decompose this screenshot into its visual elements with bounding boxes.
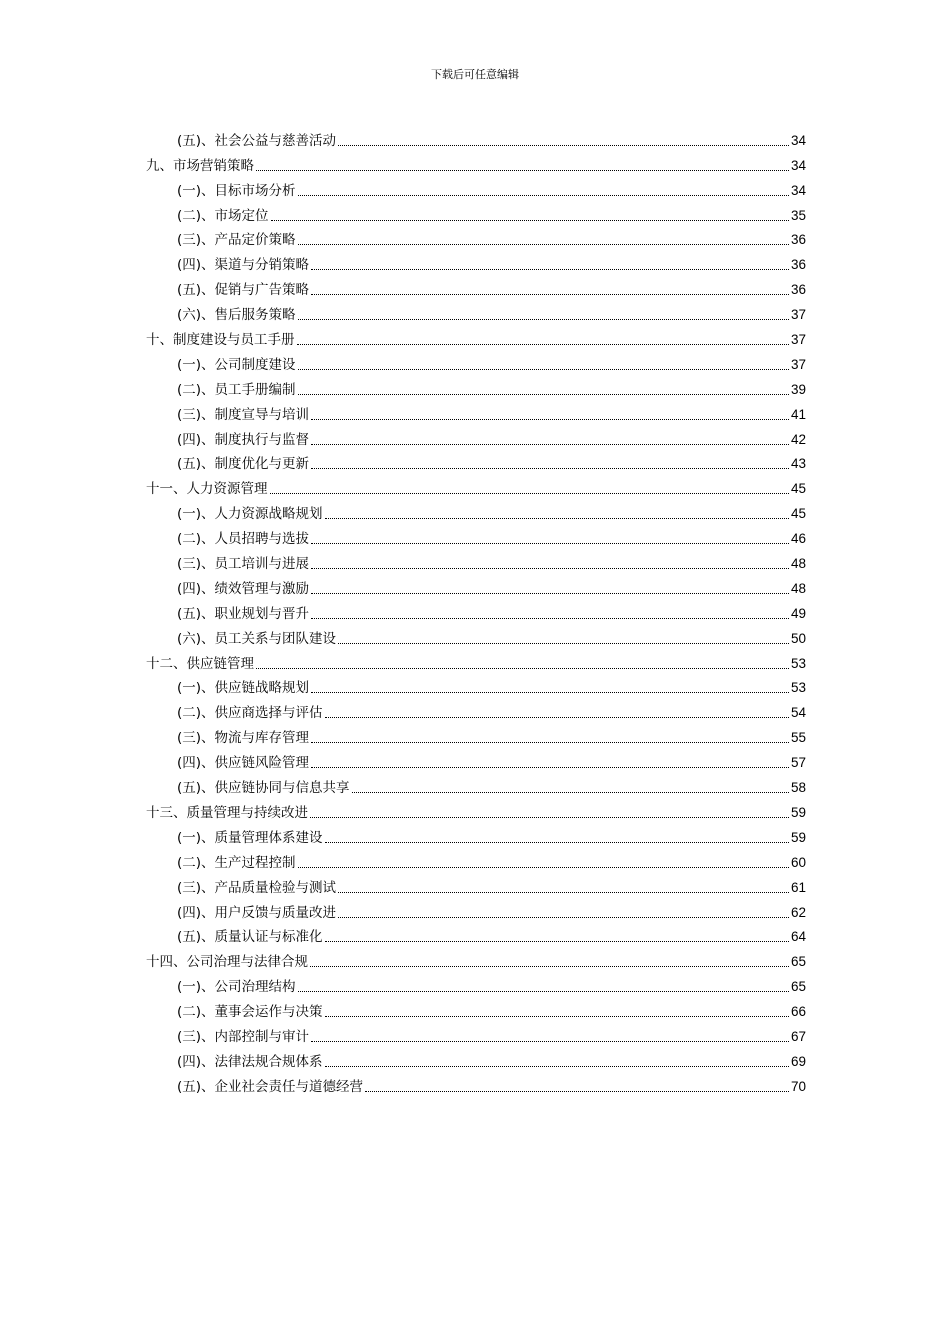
toc-entry-title: (五)、质量认证与标准化 xyxy=(177,929,323,946)
toc-entry-title: (五)、制度优化与更新 xyxy=(177,456,310,473)
toc-section-entry[interactable] xyxy=(146,723,806,748)
toc-section-entry[interactable] xyxy=(146,300,806,325)
toc-entry-title: (二)、市场定位 xyxy=(177,207,269,224)
toc-dot-leader xyxy=(325,842,789,843)
table-of-contents xyxy=(146,126,806,1097)
toc-entry-title: (四)、绩效管理与激励 xyxy=(177,580,310,597)
toc-chapter-entry[interactable] xyxy=(146,649,806,674)
toc-page-number: 59 xyxy=(790,804,806,820)
toc-entry-title: (二)、人员招聘与选拔 xyxy=(177,531,310,548)
toc-section-entry[interactable] xyxy=(146,997,806,1022)
toc-dot-leader xyxy=(311,618,789,619)
toc-section-entry[interactable] xyxy=(146,250,806,275)
toc-chapter-entry[interactable] xyxy=(146,798,806,823)
toc-chapter-entry[interactable] xyxy=(146,151,806,176)
toc-section-entry[interactable] xyxy=(146,226,806,251)
toc-section-entry[interactable] xyxy=(146,823,806,848)
toc-page-number: 59 xyxy=(790,829,806,845)
toc-page-number: 60 xyxy=(790,854,806,870)
toc-dot-leader xyxy=(338,917,789,918)
toc-dot-leader xyxy=(298,991,789,992)
toc-section-entry[interactable] xyxy=(146,923,806,948)
toc-dot-leader xyxy=(338,643,789,644)
toc-entry-title: (一)、人力资源战略规划 xyxy=(177,506,323,523)
page-header: 下载后可任意编辑 xyxy=(431,68,519,81)
toc-entry-title: (一)、供应链战略规划 xyxy=(177,680,310,697)
toc-page-number: 53 xyxy=(790,655,806,671)
toc-entry-title: (三)、产品定价策略 xyxy=(177,232,296,249)
toc-section-entry[interactable] xyxy=(146,499,806,524)
toc-entry-title: 九、市场营销策略 xyxy=(146,157,254,174)
toc-entry-title: (一)、质量管理体系建设 xyxy=(177,829,323,846)
toc-entry-title: 十、制度建设与员工手册 xyxy=(146,332,295,349)
toc-section-entry[interactable] xyxy=(146,450,806,475)
toc-dot-leader xyxy=(311,468,789,469)
toc-chapter-entry[interactable] xyxy=(146,947,806,972)
toc-dot-leader xyxy=(325,1016,789,1017)
toc-entry-title: (四)、供应链风险管理 xyxy=(177,755,310,772)
toc-page-number: 37 xyxy=(790,307,806,323)
toc-page-number: 41 xyxy=(790,406,806,422)
toc-section-entry[interactable] xyxy=(146,848,806,873)
toc-page-number: 42 xyxy=(790,431,806,447)
toc-section-entry[interactable] xyxy=(146,275,806,300)
toc-entry-title: (五)、供应链协同与信息共享 xyxy=(177,780,350,797)
toc-dot-leader xyxy=(298,369,789,370)
toc-dot-leader xyxy=(271,220,789,221)
toc-entry-title: (五)、社会公益与慈善活动 xyxy=(177,132,337,149)
toc-page-number: 45 xyxy=(790,481,806,497)
toc-section-entry[interactable] xyxy=(146,1022,806,1047)
toc-entry-title: 十三、质量管理与持续改进 xyxy=(146,804,308,821)
toc-entry-title: 十一、人力资源管理 xyxy=(146,481,268,498)
toc-page-number: 36 xyxy=(790,232,806,248)
toc-section-entry[interactable] xyxy=(146,1047,806,1072)
toc-section-entry[interactable] xyxy=(146,549,806,574)
toc-page-number: 34 xyxy=(790,132,806,148)
toc-page-number: 54 xyxy=(790,705,806,721)
toc-chapter-entry[interactable] xyxy=(146,474,806,499)
toc-section-entry[interactable] xyxy=(146,201,806,226)
toc-page-number: 55 xyxy=(790,730,806,746)
toc-section-entry[interactable] xyxy=(146,873,806,898)
toc-entry-title: (三)、产品质量检验与测试 xyxy=(177,879,337,896)
toc-section-entry[interactable] xyxy=(146,126,806,151)
toc-entry-title: (一)、公司制度建设 xyxy=(177,356,296,373)
toc-entry-title: (四)、渠道与分销策略 xyxy=(177,257,310,274)
toc-page-number: 48 xyxy=(790,580,806,596)
toc-entry-title: (三)、制度宣导与培训 xyxy=(177,406,310,423)
toc-page-number: 67 xyxy=(790,1028,806,1044)
toc-page-number: 34 xyxy=(790,157,806,173)
toc-entry-title: (二)、供应商选择与评估 xyxy=(177,705,323,722)
toc-page-number: 45 xyxy=(790,506,806,522)
toc-page-number: 49 xyxy=(790,605,806,621)
toc-entry-title: (四)、用户反馈与质量改进 xyxy=(177,904,337,921)
toc-section-entry[interactable] xyxy=(146,524,806,549)
toc-entry-title: (四)、法律法规合规体系 xyxy=(177,1053,323,1070)
toc-page-number: 53 xyxy=(790,680,806,696)
toc-section-entry[interactable] xyxy=(146,375,806,400)
toc-entry-title: 十四、公司治理与法律合规 xyxy=(146,954,308,971)
toc-page-number: 39 xyxy=(790,381,806,397)
toc-dot-leader xyxy=(311,692,789,693)
toc-section-entry[interactable] xyxy=(146,624,806,649)
toc-dot-leader xyxy=(325,518,789,519)
toc-dot-leader xyxy=(311,269,789,270)
toc-dot-leader xyxy=(311,294,789,295)
toc-section-entry[interactable] xyxy=(146,898,806,923)
toc-dot-leader xyxy=(256,668,789,669)
toc-page-number: 62 xyxy=(790,904,806,920)
toc-dot-leader xyxy=(338,892,789,893)
toc-section-entry[interactable] xyxy=(146,350,806,375)
toc-page-number: 65 xyxy=(790,979,806,995)
toc-dot-leader xyxy=(310,966,789,967)
toc-dot-leader xyxy=(311,742,789,743)
toc-page-number: 37 xyxy=(790,356,806,372)
toc-dot-leader xyxy=(311,419,789,420)
toc-entry-title: (二)、生产过程控制 xyxy=(177,854,296,871)
toc-dot-leader xyxy=(311,568,789,569)
toc-section-entry[interactable] xyxy=(146,599,806,624)
toc-section-entry[interactable] xyxy=(146,425,806,450)
toc-page-number: 66 xyxy=(790,1004,806,1020)
toc-section-entry[interactable] xyxy=(146,748,806,773)
toc-page-number: 36 xyxy=(790,257,806,273)
toc-section-entry[interactable] xyxy=(146,1072,806,1097)
toc-page-number: 57 xyxy=(790,755,806,771)
toc-section-entry[interactable] xyxy=(146,773,806,798)
toc-section-entry[interactable] xyxy=(146,698,806,723)
toc-entry-title: (五)、企业社会责任与道德经营 xyxy=(177,1078,364,1095)
toc-section-entry[interactable] xyxy=(146,674,806,699)
toc-page-number: 58 xyxy=(790,780,806,796)
toc-dot-leader xyxy=(310,817,789,818)
toc-dot-leader xyxy=(325,717,789,718)
toc-entry-title: (六)、员工关系与团队建设 xyxy=(177,630,337,647)
toc-dot-leader xyxy=(298,867,789,868)
toc-page-number: 61 xyxy=(790,879,806,895)
toc-section-entry[interactable] xyxy=(146,176,806,201)
toc-dot-leader xyxy=(311,593,789,594)
toc-page-number: 37 xyxy=(790,332,806,348)
toc-chapter-entry[interactable] xyxy=(146,325,806,350)
toc-page-number: 69 xyxy=(790,1053,806,1069)
toc-section-entry[interactable] xyxy=(146,972,806,997)
toc-dot-leader xyxy=(298,195,789,196)
toc-dot-leader xyxy=(311,767,789,768)
toc-dot-leader xyxy=(338,145,789,146)
toc-dot-leader xyxy=(270,493,789,494)
toc-page-number: 43 xyxy=(790,456,806,472)
toc-dot-leader xyxy=(352,792,789,793)
toc-dot-leader xyxy=(256,170,789,171)
toc-entry-title: (三)、物流与库存管理 xyxy=(177,730,310,747)
toc-entry-title: (二)、董事会运作与决策 xyxy=(177,1004,323,1021)
toc-entry-title: (三)、内部控制与审计 xyxy=(177,1028,310,1045)
toc-page-number: 35 xyxy=(790,207,806,223)
toc-entry-title: (五)、促销与广告策略 xyxy=(177,282,310,299)
toc-dot-leader xyxy=(298,319,789,320)
toc-entry-title: (一)、公司治理结构 xyxy=(177,979,296,996)
toc-dot-leader xyxy=(311,444,789,445)
toc-entry-title: (一)、目标市场分析 xyxy=(177,182,296,199)
toc-dot-leader xyxy=(311,543,789,544)
toc-page-number: 70 xyxy=(790,1078,806,1094)
toc-entry-title: 十二、供应链管理 xyxy=(146,655,254,672)
toc-entry-title: (六)、售后服务策略 xyxy=(177,307,296,324)
toc-section-entry[interactable] xyxy=(146,400,806,425)
toc-dot-leader xyxy=(297,344,789,345)
toc-dot-leader xyxy=(365,1091,789,1092)
toc-page-number: 34 xyxy=(790,182,806,198)
toc-dot-leader xyxy=(325,1066,789,1067)
toc-entry-title: (三)、员工培训与进展 xyxy=(177,556,310,573)
toc-dot-leader xyxy=(325,941,789,942)
toc-section-entry[interactable] xyxy=(146,574,806,599)
toc-dot-leader xyxy=(298,244,789,245)
toc-page-number: 46 xyxy=(790,531,806,547)
toc-entry-title: (二)、员工手册编制 xyxy=(177,381,296,398)
toc-entry-title: (五)、职业规划与晋升 xyxy=(177,605,310,622)
toc-page-number: 65 xyxy=(790,954,806,970)
toc-page-number: 36 xyxy=(790,282,806,298)
toc-entry-title: (四)、制度执行与监督 xyxy=(177,431,310,448)
toc-page-number: 48 xyxy=(790,556,806,572)
toc-page-number: 50 xyxy=(790,630,806,646)
toc-dot-leader xyxy=(311,1041,789,1042)
toc-page-number: 64 xyxy=(790,929,806,945)
toc-dot-leader xyxy=(298,394,789,395)
